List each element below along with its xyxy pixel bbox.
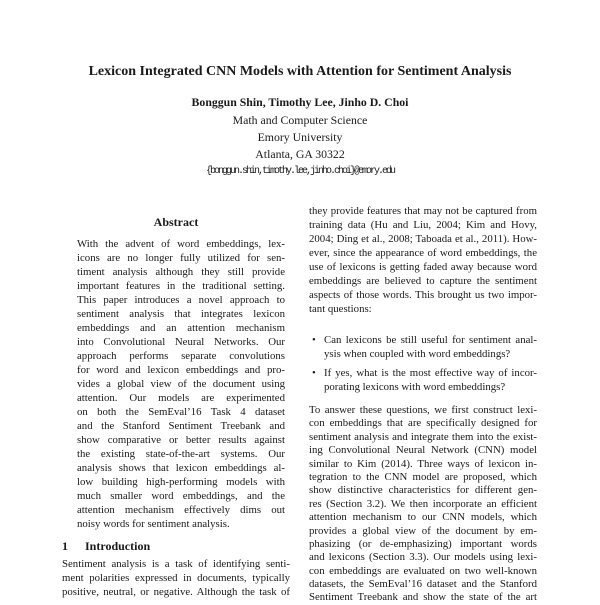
text-line: phasizing (or de-emphasizing) important words — [309, 537, 537, 550]
author-emails: {bonggun.shin,timothy.lee,jinho.choi}@emory.edu — [205, 166, 395, 177]
text-line: timent analysis although they still provide — [77, 266, 285, 278]
text-line: ing Convolutional Neural Network (CNN) model — [309, 444, 537, 457]
affiliation-univ: Emory University — [257, 130, 343, 144]
text-line: This paper introduces a novel approach to — [77, 294, 285, 306]
bullet-question-2 — [312, 366, 537, 394]
text-line: the existing state-of-the-art systems. Our — [77, 448, 285, 460]
text-line: 2004; Ding et al., 2008; Taboada et al., 2011). How- — [309, 233, 537, 245]
text-line: noisy words for sentiment analysis. — [77, 518, 230, 530]
affiliation-dept: Math and Computer Science — [232, 113, 368, 127]
text-line: on both the SemEval’16 Task 4 dataset — [77, 406, 285, 418]
text-line: sentiment analysis that integrates lexicon — [77, 308, 285, 320]
text-line: attention mechanism to our CNN models, which — [309, 511, 537, 524]
text-line: aspects of those words. This brought us two impor- — [309, 289, 537, 301]
text-line: datasets, the SemEval’16 dataset and the Stanford — [309, 578, 537, 591]
introduction-body — [62, 558, 290, 599]
text-line: embeddings and an attention mechanism — [77, 322, 285, 334]
text-line: they provide features that may not be captured from — [309, 205, 537, 217]
text-line: and the Stanford Sentiment Treebank and — [77, 420, 285, 432]
text-line: positive, neutral, or negative. Although the task of — [62, 585, 290, 598]
text-line: provides a global view of the document by em- — [309, 524, 537, 537]
text-line: icons are no longer fully utilized for sen- — [77, 252, 285, 264]
text-line: res (Section 3.2). We then incorporate an efficient — [309, 497, 537, 510]
text-line: vides a global view of the document using — [77, 378, 285, 390]
paper-title: Lexicon Integrated CNN Models with Attention for Sentiment Analysis — [88, 64, 512, 79]
text-line: attention. Our models are experimented — [77, 392, 285, 404]
text-line: sentiment analysis and integrate them into the exist- — [309, 430, 537, 443]
text-line: analysis shows that lexicon embeddings al- — [77, 462, 285, 474]
text-line: show comparative or better results against — [77, 434, 285, 446]
abstract-heading: Abstract — [153, 215, 199, 229]
authors: Bonggun Shin, Timothy Lee, Jinho D. Choi — [191, 95, 409, 109]
text-line: for word and lexicon embeddings and pro- — [77, 364, 285, 376]
text-line: With the advent of word embeddings, lex- — [77, 238, 285, 250]
text-line: Sentiment analysis is a task of identifying senti- — [62, 558, 290, 570]
text-line: To answer these questions, we first construct lexi- — [309, 404, 537, 416]
text-line: ever, since the appearance of word embeddings, the — [309, 247, 537, 259]
section-heading-introduction: 1 Introduction — [62, 539, 151, 553]
text-line: use of lexicons is getting faded away because word — [309, 261, 537, 273]
text-line: similar to Kim (2014). Three ways of lexicon in- — [309, 457, 537, 470]
affiliation-address: Atlanta, GA 30322 — [255, 147, 345, 161]
text-line: and lexicons (Section 3.3). Our models using lexi- — [309, 551, 537, 564]
text-line: into Convolutional Neural Networks. Our — [77, 336, 285, 348]
text-line: ysis when coupled with word embeddings? — [324, 348, 511, 360]
text-line: embeddings are believed to capture the sentiment — [309, 275, 537, 287]
text-line: Sentiment Treebank and show the state of the art — [309, 591, 537, 604]
text-line: important features in the traditional setting. — [77, 280, 285, 292]
text-line: show distinctive characteristics for different gen- — [309, 484, 537, 497]
right-paragraph-1 — [309, 204, 537, 316]
text-line: con embeddings that are specifically designed for — [309, 417, 537, 430]
text-line: tant questions: — [309, 303, 372, 315]
text-line: training data (Hu and Liu, 2004; Kim and Hovy, — [309, 219, 537, 231]
text-line: approach performs separate convolutions — [77, 350, 285, 362]
text-line: porating lexicons with word embeddings? — [324, 381, 506, 393]
text-line: attention mechanism effectively dims out — [77, 504, 285, 516]
abstract-body — [77, 237, 285, 531]
bullet-icon: • — [312, 334, 316, 346]
text-line: ment polarities expressed in documents, typically — [62, 571, 290, 584]
bullet-icon: • — [312, 367, 316, 379]
right-paragraph-2 — [309, 404, 537, 605]
text-line: con embeddings are evaluated on two well-known — [309, 564, 537, 577]
bullet-question-1 — [312, 333, 537, 361]
text-line: tegration to the CNN model are proposed, which — [309, 470, 537, 483]
text-line: much smaller word embeddings, and the — [77, 490, 285, 502]
text-line: If yes, what is the most effective way of incor- — [324, 367, 537, 379]
text-line: low building high-performing models with — [77, 476, 285, 488]
text-line: Can lexicons be still useful for sentiment anal- — [324, 334, 537, 346]
